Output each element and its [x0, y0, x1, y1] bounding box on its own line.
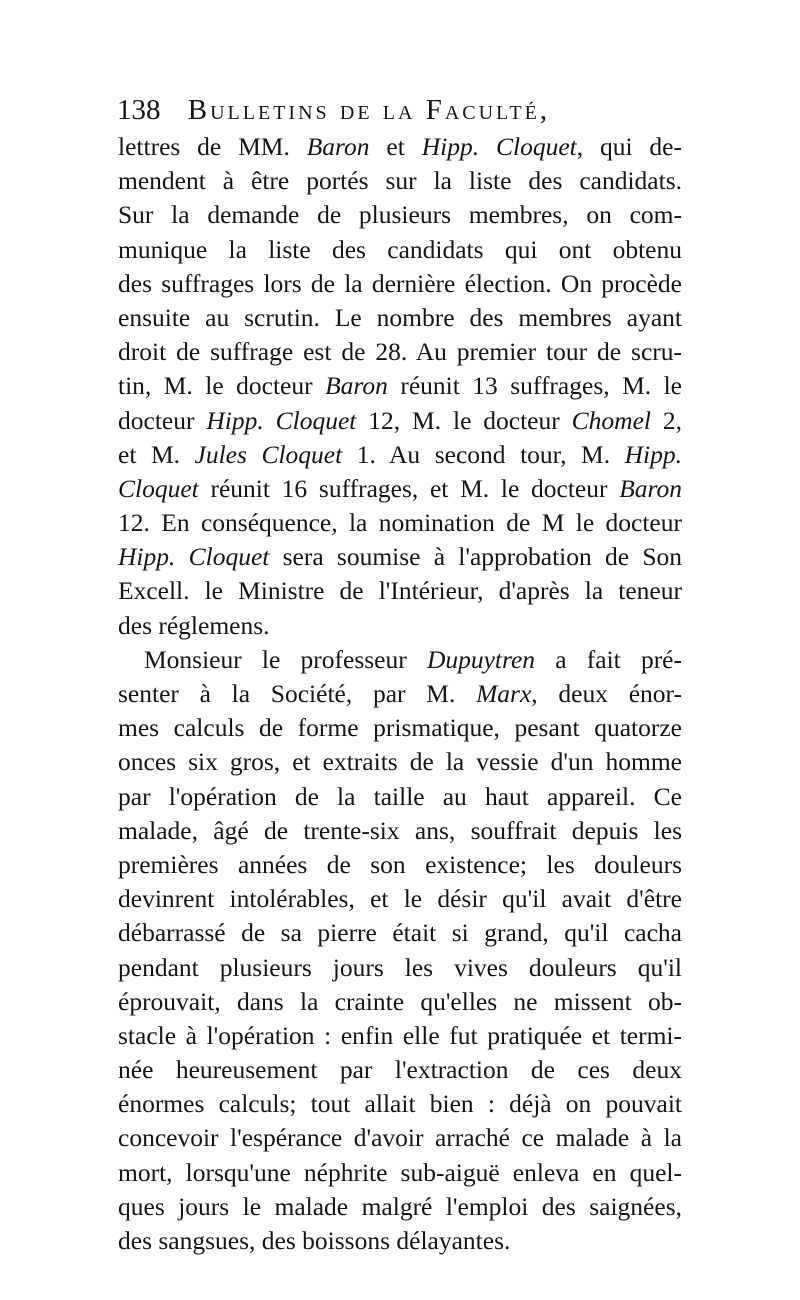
- text-run: 12. En conséquence, la nomination de M le docteur: [118, 508, 682, 538]
- text-run: Monsieur le professeur: [144, 644, 427, 674]
- text-run: débarrassé de sa pierre était si grand, qu'il cacha: [118, 918, 682, 948]
- italic-name: Hipp. Cloquet: [421, 132, 577, 161]
- italic-name: Dupuytren: [426, 644, 536, 674]
- text-line: [118, 267, 682, 301]
- text-line: [118, 506, 682, 540]
- text-run: , qui de-: [576, 132, 682, 161]
- text-line: [118, 609, 682, 643]
- text-run: des sangsues, des boissons délayantes.: [118, 1226, 511, 1255]
- text-run: 12, M. le docteur: [356, 405, 572, 435]
- text-run: des suffrages lors de la dernière élection. On procède: [118, 268, 682, 298]
- text-run: stacle à l'opération : enfin elle fut pratiquée et termi-: [118, 1020, 682, 1050]
- text-line: [118, 1190, 682, 1224]
- text-line: [118, 301, 682, 335]
- text-line: [118, 882, 682, 916]
- text-run: énormes calculs; tout allait bien : déjà on pouvait: [118, 1089, 682, 1119]
- text-run: concevoir l'espérance d'avoir arraché ce malade à la: [118, 1123, 682, 1153]
- italic-name: Baron: [325, 371, 388, 401]
- body-text: [118, 130, 682, 1258]
- text-run: mort, lorsqu'une néphrite sub-aiguë enleva en quel-: [118, 1157, 682, 1187]
- italic-name: Marx: [476, 679, 532, 708]
- text-line: [118, 198, 682, 232]
- italic-name: Hipp.: [624, 439, 682, 469]
- text-run: senter à la Société, par M.: [118, 679, 477, 708]
- paragraph: [118, 643, 682, 1258]
- text-run: premières années de son existence; les douleurs: [118, 849, 682, 879]
- text-run: , deux énor-: [531, 679, 682, 708]
- text-line: [118, 1121, 682, 1155]
- text-line: [118, 1156, 682, 1190]
- text-line: [118, 574, 682, 608]
- text-run: docteur: [118, 405, 207, 435]
- text-line: [118, 848, 682, 882]
- italic-name: Cloquet: [118, 473, 199, 503]
- text-run: 1. Au second tour, M.: [342, 439, 625, 469]
- text-line: [118, 130, 682, 164]
- text-run: éprouvait, dans la crainte qu'elles ne missent ob-: [118, 986, 682, 1016]
- text-run: née heureusement par l'extraction de ces deux: [118, 1055, 682, 1085]
- text-run: malade, âgé de trente-six ans, souffrait depuis les: [118, 815, 682, 845]
- italic-name: Baron: [306, 132, 370, 161]
- text-line: [118, 1019, 682, 1053]
- text-line: [118, 677, 682, 711]
- text-run: Sur la demande de plusieurs membres, on com-: [118, 200, 682, 230]
- text-run: Excell. le Ministre de l'Intérieur, d'après la teneur: [118, 576, 682, 606]
- text-line: [118, 1053, 682, 1087]
- text-run: munique la liste des candidats qui ont obtenu: [118, 234, 682, 264]
- text-run: droit de suffrage est de 28. Au premier tour de scru-: [118, 337, 682, 367]
- text-run: 2,: [650, 405, 682, 435]
- text-line: [118, 369, 682, 403]
- text-run: par l'opération de la taille au haut appareil. Ce: [118, 781, 682, 811]
- text-run: onces six gros, et extraits de la vessie d'un homme: [118, 747, 682, 777]
- running-title: Bulletins de la Faculté,: [187, 94, 551, 126]
- text-line: [118, 711, 682, 745]
- text-run: et M.: [118, 439, 195, 469]
- text-line: [118, 916, 682, 950]
- text-run: mendent à être portés sur la liste des candidats.: [118, 166, 682, 196]
- text-run: et: [369, 132, 422, 161]
- italic-name: Jules Cloquet: [194, 439, 343, 469]
- text-line: [118, 985, 682, 1019]
- text-run: tin, M. le docteur: [118, 371, 326, 401]
- text-run: mes calculs de forme prismatique, pesant quatorze: [118, 713, 682, 743]
- text-line: [118, 164, 682, 198]
- text-run: réunit 16 suffrages, et M. le docteur: [198, 473, 620, 503]
- text-line: [118, 472, 682, 506]
- text-run: lettres de MM.: [118, 132, 307, 161]
- paragraph: [118, 130, 682, 643]
- italic-name: Hipp. Cloquet: [206, 405, 357, 435]
- text-line: [118, 1224, 682, 1258]
- text-line: [118, 745, 682, 779]
- text-line: [118, 233, 682, 267]
- text-run: sera soumise à l'approbation de Son: [269, 542, 683, 572]
- italic-name: Chomel: [571, 405, 651, 435]
- text-run: réunit 13 suffrages, M. le: [387, 371, 682, 401]
- text-run: devinrent intolérables, et le désir qu'il avait d'être: [118, 884, 682, 914]
- text-line: [118, 814, 682, 848]
- text-line: [118, 404, 682, 438]
- text-line: [118, 951, 682, 985]
- text-run: des réglemens.: [118, 610, 270, 640]
- text-line: [118, 335, 682, 369]
- text-run: pendant plusieurs jours les vives douleurs qu'il: [118, 952, 682, 982]
- text-line: [118, 780, 682, 814]
- text-run: ques jours le malade malgré l'emploi des saignées,: [118, 1191, 682, 1221]
- text-line: [118, 1087, 682, 1121]
- text-line: [118, 438, 682, 472]
- text-line: [118, 643, 682, 677]
- italic-name: Baron: [619, 473, 682, 503]
- text-line: [118, 540, 682, 574]
- italic-name: Hipp. Cloquet: [118, 542, 270, 572]
- text-run: ensuite au scrutin. Le nombre des membres ayant: [118, 302, 682, 332]
- page-header: [117, 90, 687, 130]
- text-run: a fait pré-: [535, 644, 682, 674]
- page-number: 138: [117, 94, 161, 126]
